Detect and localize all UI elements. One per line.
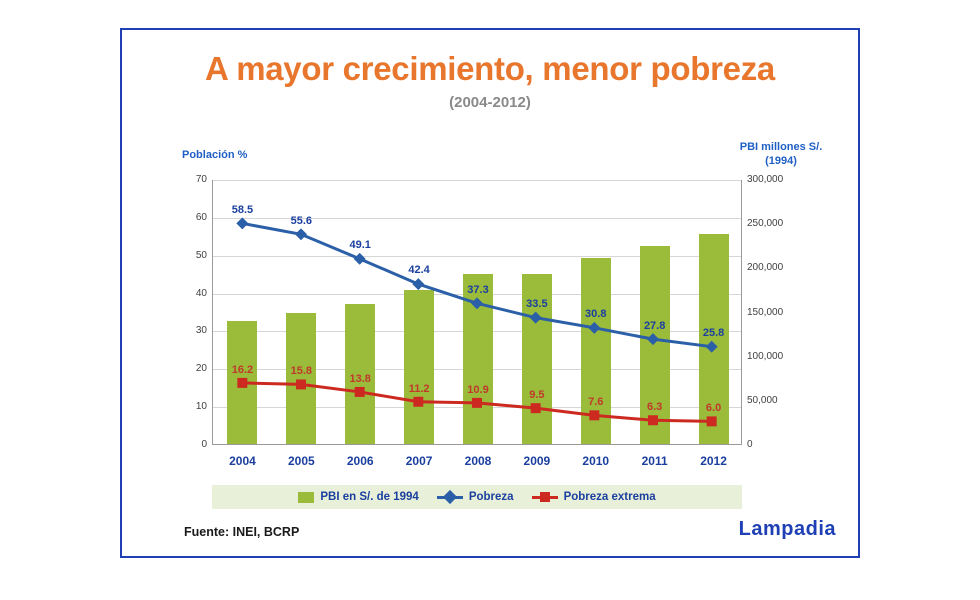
- x-axis-label: 2010: [582, 454, 610, 468]
- chart-legend: [212, 485, 742, 509]
- x-axis-label: 2004: [229, 454, 256, 468]
- legend-label-pbi: PBI en S/. de 1994: [320, 491, 419, 503]
- pobreza-marker: [706, 341, 718, 353]
- diamond-marker-icon: [443, 489, 457, 503]
- data-label: 7.6: [588, 396, 604, 409]
- left-axis-caption: Población %: [182, 149, 248, 161]
- x-axis-label: 2008: [464, 454, 492, 468]
- pobreza-extrema-marker: [472, 398, 482, 408]
- pobreza-extrema-marker: [648, 415, 658, 425]
- pobreza-marker: [295, 228, 307, 240]
- y-axis-left-tick: 60: [195, 211, 207, 223]
- data-label: 9.5: [529, 389, 545, 402]
- y-axis-left-tick: 70: [195, 174, 207, 185]
- pobreza-extrema-marker: [531, 403, 541, 413]
- legend-item-bar: [298, 491, 418, 503]
- pobreza-extrema-marker: [589, 410, 599, 420]
- x-axis-label: 2005: [287, 454, 315, 468]
- x-axis-label: 2009: [523, 454, 551, 468]
- right-axis-caption-line2: (1994): [765, 155, 797, 167]
- pobreza-extrema-marker: [707, 416, 717, 426]
- data-label: 25.8: [702, 327, 725, 340]
- pobreza-marker: [354, 253, 366, 265]
- x-axis-label: 2012: [700, 454, 727, 468]
- y-axis-left-tick: 40: [195, 287, 207, 299]
- x-axis-label: 2006: [346, 454, 374, 468]
- data-label: 49.1: [349, 239, 371, 252]
- y-axis-left-tick: 0: [201, 439, 207, 450]
- data-label: 37.3: [467, 283, 489, 296]
- page-subtitle: (2004-2012): [449, 94, 531, 111]
- pobreza-marker: [412, 278, 424, 290]
- pobreza-extrema-marker: [296, 379, 306, 389]
- x-axis-label: 2011: [641, 454, 668, 468]
- y-axis-right-tick: 100,000: [747, 350, 784, 362]
- y-axis-right-tick: 200,000: [747, 262, 784, 274]
- plot-region: [195, 174, 784, 468]
- data-label: 33.5: [526, 298, 548, 311]
- legend-label-pobreza: Pobreza: [468, 491, 514, 503]
- pobreza-extrema-marker: [237, 378, 247, 388]
- y-axis-right-tick: 250,000: [747, 218, 784, 230]
- data-label: 15.8: [290, 365, 313, 378]
- data-label: 6.0: [705, 402, 722, 415]
- pobreza-marker: [236, 217, 248, 229]
- y-axis-right-tick: 300,000: [747, 174, 784, 185]
- data-label: 42.4: [408, 264, 430, 277]
- pobreza-extrema-marker: [413, 397, 423, 407]
- pobreza-marker: [647, 333, 659, 345]
- x-axis-label: 2007: [405, 454, 433, 468]
- data-label: 13.8: [349, 372, 371, 385]
- y-axis-right-tick: 150,000: [747, 306, 784, 318]
- y-axis-left-tick: 50: [195, 249, 207, 261]
- data-label: 11.2: [408, 382, 430, 395]
- y-axis-left-tick: 10: [195, 401, 207, 413]
- slide-frame: [120, 28, 860, 558]
- data-label: 6.3: [647, 401, 663, 414]
- brand-logo: Lampadia: [738, 518, 836, 540]
- y-axis-left-tick: 30: [195, 325, 207, 337]
- pobreza-extrema-marker: [355, 387, 365, 397]
- data-label: 30.8: [585, 308, 607, 321]
- line-swatch-icon: [437, 496, 463, 499]
- legend-label-pobreza-extrema: Pobreza extrema: [563, 491, 656, 503]
- y-axis-right-tick: 0: [747, 439, 753, 450]
- pobreza-marker: [588, 322, 600, 334]
- pobreza-marker: [471, 297, 483, 309]
- data-label: 27.8: [643, 319, 666, 332]
- y-axis-left-tick: 20: [195, 363, 207, 375]
- data-label: 10.9: [467, 383, 489, 396]
- data-label: 16.2: [231, 363, 254, 376]
- chart-area: [122, 30, 858, 556]
- y-axis-right-tick: 50,000: [747, 394, 778, 406]
- data-label: 55.6: [290, 214, 313, 227]
- pobreza-marker: [530, 312, 542, 324]
- page-title: A mayor crecimiento, menor pobreza: [205, 50, 775, 87]
- right-axis-caption-line1: PBI millones S/.: [739, 141, 823, 153]
- bar-swatch-icon: [298, 492, 314, 503]
- data-label: 58.5: [231, 203, 254, 216]
- legend-item-pobreza: [437, 491, 514, 503]
- line-swatch-icon-2: [532, 496, 558, 499]
- source-note: Fuente: INEI, BCRP: [184, 525, 300, 539]
- square-marker-icon: [540, 492, 550, 502]
- legend-item-pobreza-extrema: [532, 491, 656, 503]
